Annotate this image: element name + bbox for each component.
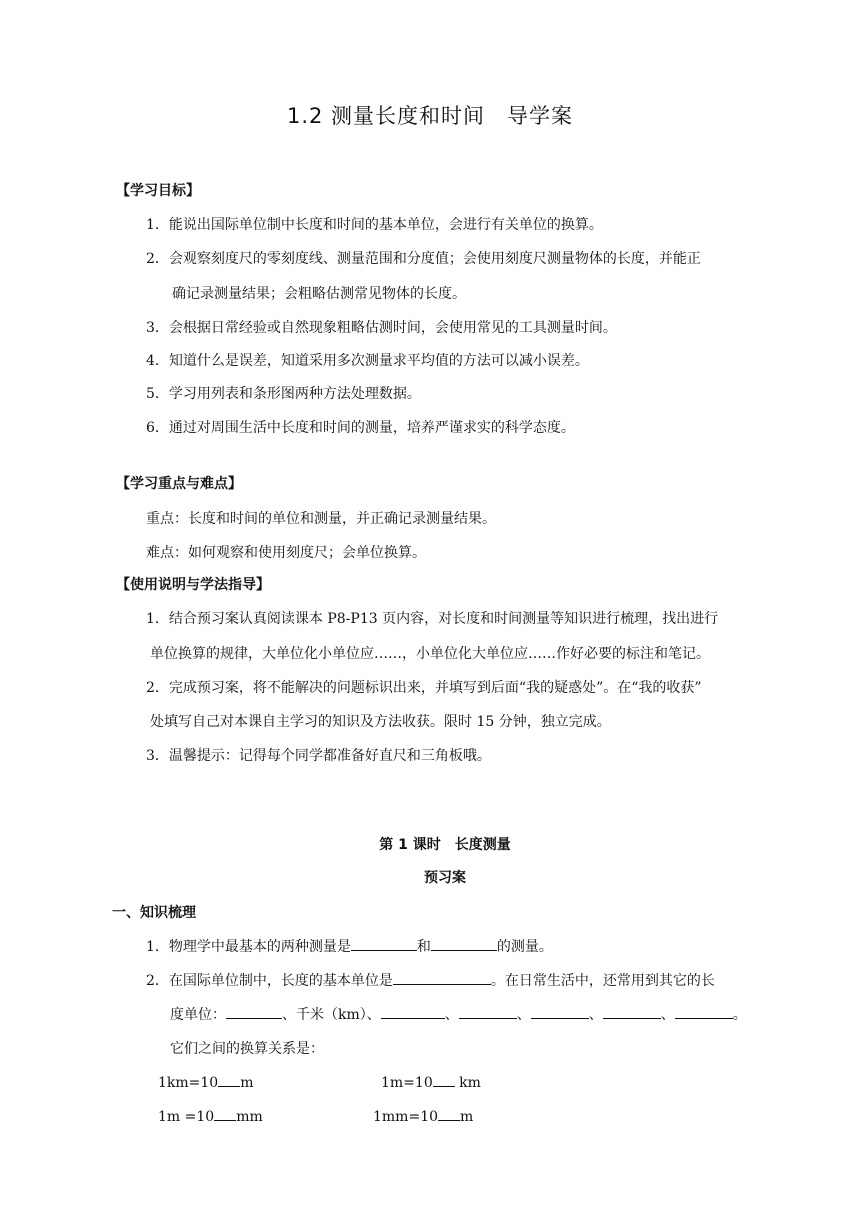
objective-item: 3．会根据日常经验或自然现象粗略估测时间，会使用常见的工具测量时间。 (146, 320, 617, 336)
guidance-item: 单位换算的规律，大单位化小单位应……，小单位化大单位应……作好必要的标注和笔记。 (150, 646, 710, 662)
question-2-text: 。在日常生活中，还常用到其它的长 (490, 973, 715, 989)
objective-item: 2．会观察刻度尺的零刻度线、测量范围和分度值；会使用刻度尺测量物体的长度，并能正 (146, 251, 701, 267)
objective-item: 5．学习用列表和条形图两种方法处理数据。 (146, 386, 421, 402)
answer-blank[interactable] (393, 970, 491, 985)
guidance-item: 处填写自己对本课自主学习的知识及方法收获。限时 15 分钟，独立完成。 (150, 714, 611, 730)
conversion-m-mm (158, 1106, 263, 1125)
separator: 、 (516, 1007, 531, 1023)
question-2-end: 。 (732, 1007, 747, 1023)
question-2-text: 、千米（km）、 (282, 1007, 381, 1023)
guidance-item: 3．温馨提示：记得每个同学都准备好直尺和三角板哦。 (146, 748, 491, 764)
objective-item: 4．知道什么是误差，知道采用多次测量求平均值的方法可以减小误差。 (146, 353, 589, 369)
question-1-text-c: 的测量。 (496, 939, 553, 955)
answer-blank[interactable] (459, 1004, 517, 1019)
conversion-m-km (381, 1072, 481, 1091)
question-1-text-a: 1．物理学中最基本的两种测量是 (146, 939, 351, 955)
conversion-unit: m (460, 1109, 474, 1125)
objective-item: 6．通过对周围生活中长度和时间的测量，培养严谨求实的科学态度。 (146, 420, 575, 436)
answer-blank[interactable] (675, 1004, 733, 1019)
question-2-line-2 (170, 1004, 747, 1024)
exponent-blank[interactable] (214, 1106, 236, 1121)
conversion-km-m (158, 1072, 254, 1091)
question-2-line-1 (146, 970, 715, 990)
answer-blank[interactable] (381, 1004, 445, 1019)
conversion-text: 1km=10 (158, 1075, 219, 1091)
answer-blank[interactable] (603, 1004, 661, 1019)
conversion-text: 1m =10 (158, 1109, 215, 1125)
separator: 、 (660, 1007, 675, 1023)
focus-text: 重点：长度和时间的单位和测量，并正确记录测量结果。 (146, 511, 496, 527)
conversion-text: 1m=10 (381, 1075, 433, 1091)
objectives-heading: 【学习目标】 (116, 183, 200, 199)
question-1 (146, 936, 553, 956)
guidance-item: 1．结合预习案认真阅读课本 P8-P13 页内容，对长度和时间测量等知识进行梳理，找出进行 (146, 611, 719, 627)
knowledge-heading: 一、知识梳理 (112, 905, 196, 921)
guidance-heading: 【使用说明与学法指导】 (116, 577, 270, 593)
objective-item: 确记录测量结果；会粗略估测常见物体的长度。 (172, 286, 466, 302)
answer-blank[interactable] (531, 1004, 589, 1019)
conversion-unit: mm (236, 1109, 263, 1125)
objective-item: 1．能说出国际单位制中长度和时间的基本单位，会进行有关单位的换算。 (146, 217, 603, 233)
question-2-text: 度单位： (170, 1007, 226, 1023)
lesson-title: 第 1 课时 长度测量 (379, 837, 511, 853)
question-2-line-3: 它们之间的换算关系是： (170, 1041, 324, 1057)
key-points-heading: 【学习重点与难点】 (116, 476, 242, 492)
conversion-unit: km (454, 1075, 481, 1091)
answer-blank[interactable] (226, 1004, 282, 1019)
conversion-mm-m (373, 1106, 473, 1125)
conversion-unit: m (240, 1075, 254, 1091)
separator: 、 (444, 1007, 459, 1023)
answer-blank[interactable] (431, 936, 497, 951)
exponent-blank[interactable] (433, 1072, 455, 1087)
answer-blank[interactable] (351, 936, 417, 951)
page-title: 1.2 测量长度和时间 导学案 (286, 104, 574, 128)
difficulty-text: 难点：如何观察和使用刻度尺；会单位换算。 (146, 545, 426, 561)
question-2-text: 2．在国际单位制中，长度的基本单位是 (146, 973, 393, 989)
separator: 、 (588, 1007, 603, 1023)
exponent-blank[interactable] (218, 1072, 240, 1087)
guidance-item: 2．完成预习案，将不能解决的问题标识出来，并填写到后面“我的疑惑处”。在“我的收获” (146, 680, 702, 696)
exponent-blank[interactable] (438, 1106, 460, 1121)
question-1-text-b: 和 (416, 939, 431, 955)
lesson-subtitle: 预习案 (424, 870, 466, 886)
conversion-text: 1mm=10 (373, 1109, 439, 1125)
